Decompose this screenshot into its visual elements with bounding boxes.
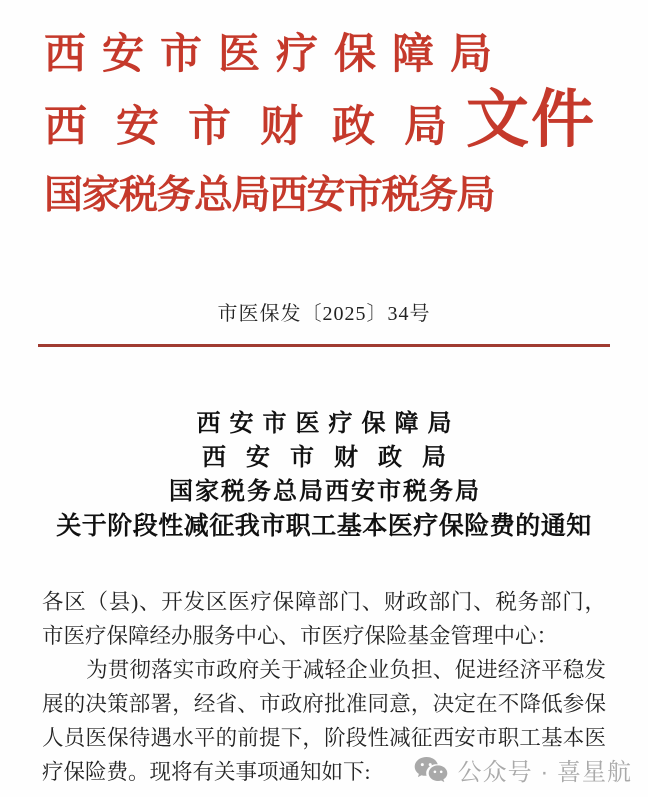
title-agency-finance-bureau: 西安市财政局 <box>202 445 466 472</box>
letterhead-document-word: 文件 <box>466 85 596 156</box>
letterhead-agency-tax-bureau: 国家税务总局西安市税务局 <box>44 174 495 218</box>
title-agency-tax-bureau: 国家税务总局西安市税务局 <box>169 479 481 506</box>
letterhead-line2 <box>44 85 648 156</box>
title-notice-subject: 关于阶段性减征我市职工基本医疗保险费的通知 <box>56 513 592 541</box>
document-number: 市医保发〔2025〕34号 <box>217 303 431 326</box>
letterhead-agency-finance-bureau: 西安市财政局 <box>44 104 476 152</box>
red-divider-line <box>38 344 610 347</box>
title-block <box>0 407 648 545</box>
salutation: 各区（县)、开发区医疗保障部门、财政部门、税务部门，市医疗保障经办服务中心、市医疗保险基金管理中心： <box>42 590 606 649</box>
letterhead <box>0 0 648 220</box>
wechat-icon <box>414 756 448 784</box>
paragraph-1: 为贯彻落实市政府关于减轻企业负担、促进经济平稳发展的决策部署，经省、市政府批准同意，决定在不降低参保人员医保待遇水平的前提下，阶段性减征西安市职工基本医疗保险费。现将有关事项通知如下: <box>42 658 606 785</box>
watermark <box>414 752 632 787</box>
letterhead-agency-medical-bureau: 西安市医疗保障局 <box>44 32 509 78</box>
title-agency-medical-bureau: 西安市医疗保障局 <box>196 411 461 438</box>
watermark-label: 公众号 · 喜星航 <box>457 759 632 786</box>
